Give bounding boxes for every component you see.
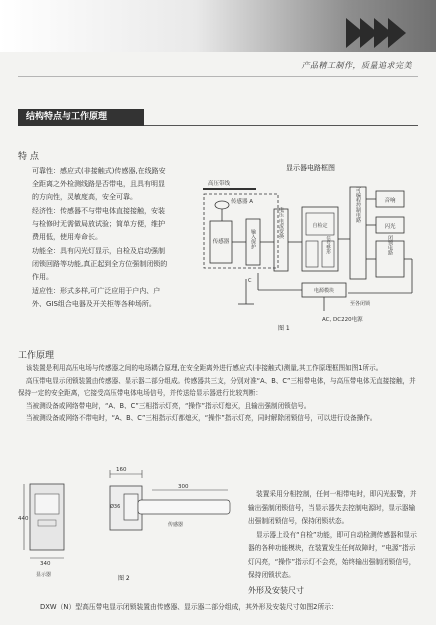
diagram-title: 显示器电路框图 (286, 164, 335, 172)
label-to-lock: 至各闭锁 (350, 301, 371, 307)
feature-adaptability: 适应性：形式多样,可广泛应用于户内、户外、GIS组合电器及开关柜等各种场所。 (32, 287, 161, 308)
sensor-label: 传感器 (168, 522, 184, 528)
section-rule (144, 125, 418, 126)
working-para-1: 该装置是利用高压电场与传感器之间的电场耦合原理,在安全距离外进行感应式(非接触式)测量,其工作原理框图如图1所示。 (25, 364, 383, 372)
label-signal: 信号整形 (325, 236, 331, 254)
feature-economy: 经济性：传感器不与带电体直接接触，安装与检修时无需做局放试验；简单方便，维护费用低，使用寿命长。 (32, 207, 165, 241)
label-sound: 音响 (384, 198, 396, 204)
right-column-text (248, 488, 420, 583)
label-input: 输入保护 (250, 229, 256, 249)
features-heading: 特 点 (18, 152, 39, 162)
section-title: 结构特点与工作原理 (18, 109, 144, 126)
right-para-2: 显示器上设有“自检”功能，即可自动检测传感器和显示器的各种功能模块，在装置发生任何故障时，“电源”指示灯闪亮，“操作”指示灯不会亮，始终输出强制闭锁信号，保持闭锁状态。 (248, 530, 417, 579)
working-heading: 工作原理 (18, 351, 55, 361)
slogan: 产品精工制作，质量追求完美 (301, 61, 412, 70)
label-selfcheck: 自检定 (312, 223, 328, 229)
header-band (0, 0, 436, 52)
working-para-4: 当被测设备或网络不带电时，“A、B、C”三相指示灯都熄灭，“操作”指示灯亮，同时解除闭锁信号，可以进行设备操作。 (25, 414, 377, 423)
label-voltage: 电压 电流变换 (278, 207, 284, 239)
diagram-caption: 图 1 (278, 325, 290, 332)
working-text (18, 362, 420, 425)
display-label: 显示器 (36, 572, 52, 578)
dim-440: 440 (18, 516, 29, 522)
dimension-drawing (18, 464, 236, 594)
dim-160: 160 (116, 467, 127, 473)
circuit-block-diagram (198, 159, 420, 342)
working-para-2: 高压带电显示闭锁装置由传感器、显示器二部分组成。传感器共三支，分别对准“A、B、C”三相带电体，与高压带电体无直接接触，并保持一定的安全距离，它接受高压带电体电场信号，并传送给显示器进行比较判断： (18, 376, 416, 398)
dimensions-heading: 外形及安装尺寸 (248, 586, 304, 595)
dimensions-text: DXW（N）型高压带电显示闭锁装置由传感器、显示器二部分组成，其外形及安装尺寸如图2所示： (40, 603, 338, 611)
label-lock-circuit: 闭锁电路 (387, 235, 393, 255)
chevron-arrows-icon (346, 18, 406, 48)
working-para-3: 当被测设备或网络带电时，“A、B、C”三相指示灯亮，“操作”指示灯熄灭，且输出强制闭锁信号。 (25, 401, 311, 410)
label-sensor-a: 传感器 A (231, 199, 254, 205)
figure2-caption: 图 2 (118, 575, 130, 582)
label-power-module: 电源模块 (313, 288, 335, 294)
right-para-1: 装置采用分相控制，任何一相带电时，即闪光报警，并输出强制闭锁信号，当显示器失去控制电源时，显示器输出强制闭锁信号，保持闭锁状态。 (248, 490, 417, 525)
label-c: C (248, 278, 252, 284)
dim-340: 340 (40, 561, 51, 567)
label-sensor-box: 传感器 (212, 239, 230, 245)
feature-function: 功能全：具有闪光灯显示，自检及启动强制闭锁回路等功能,真正起到全方位强制闭锁的作用。 (32, 247, 168, 281)
dim-300: 300 (178, 484, 189, 490)
label-hv-line: 高压带线 (208, 181, 231, 187)
label-control: 可编程控制电路 (355, 187, 361, 223)
label-light: 闪光 (384, 224, 396, 230)
divider (18, 76, 418, 77)
feature-reliability: 可靠性：感应式(非接触式)传感器,在线路安全距离之外检测线路是否带电，且具有明显的方向性，灵敏度高，安全可靠。 (32, 167, 166, 201)
dim-36: Ø36 (110, 504, 121, 510)
features-text (32, 165, 168, 312)
label-ac-supply: AC, DC220电源 (322, 317, 363, 323)
